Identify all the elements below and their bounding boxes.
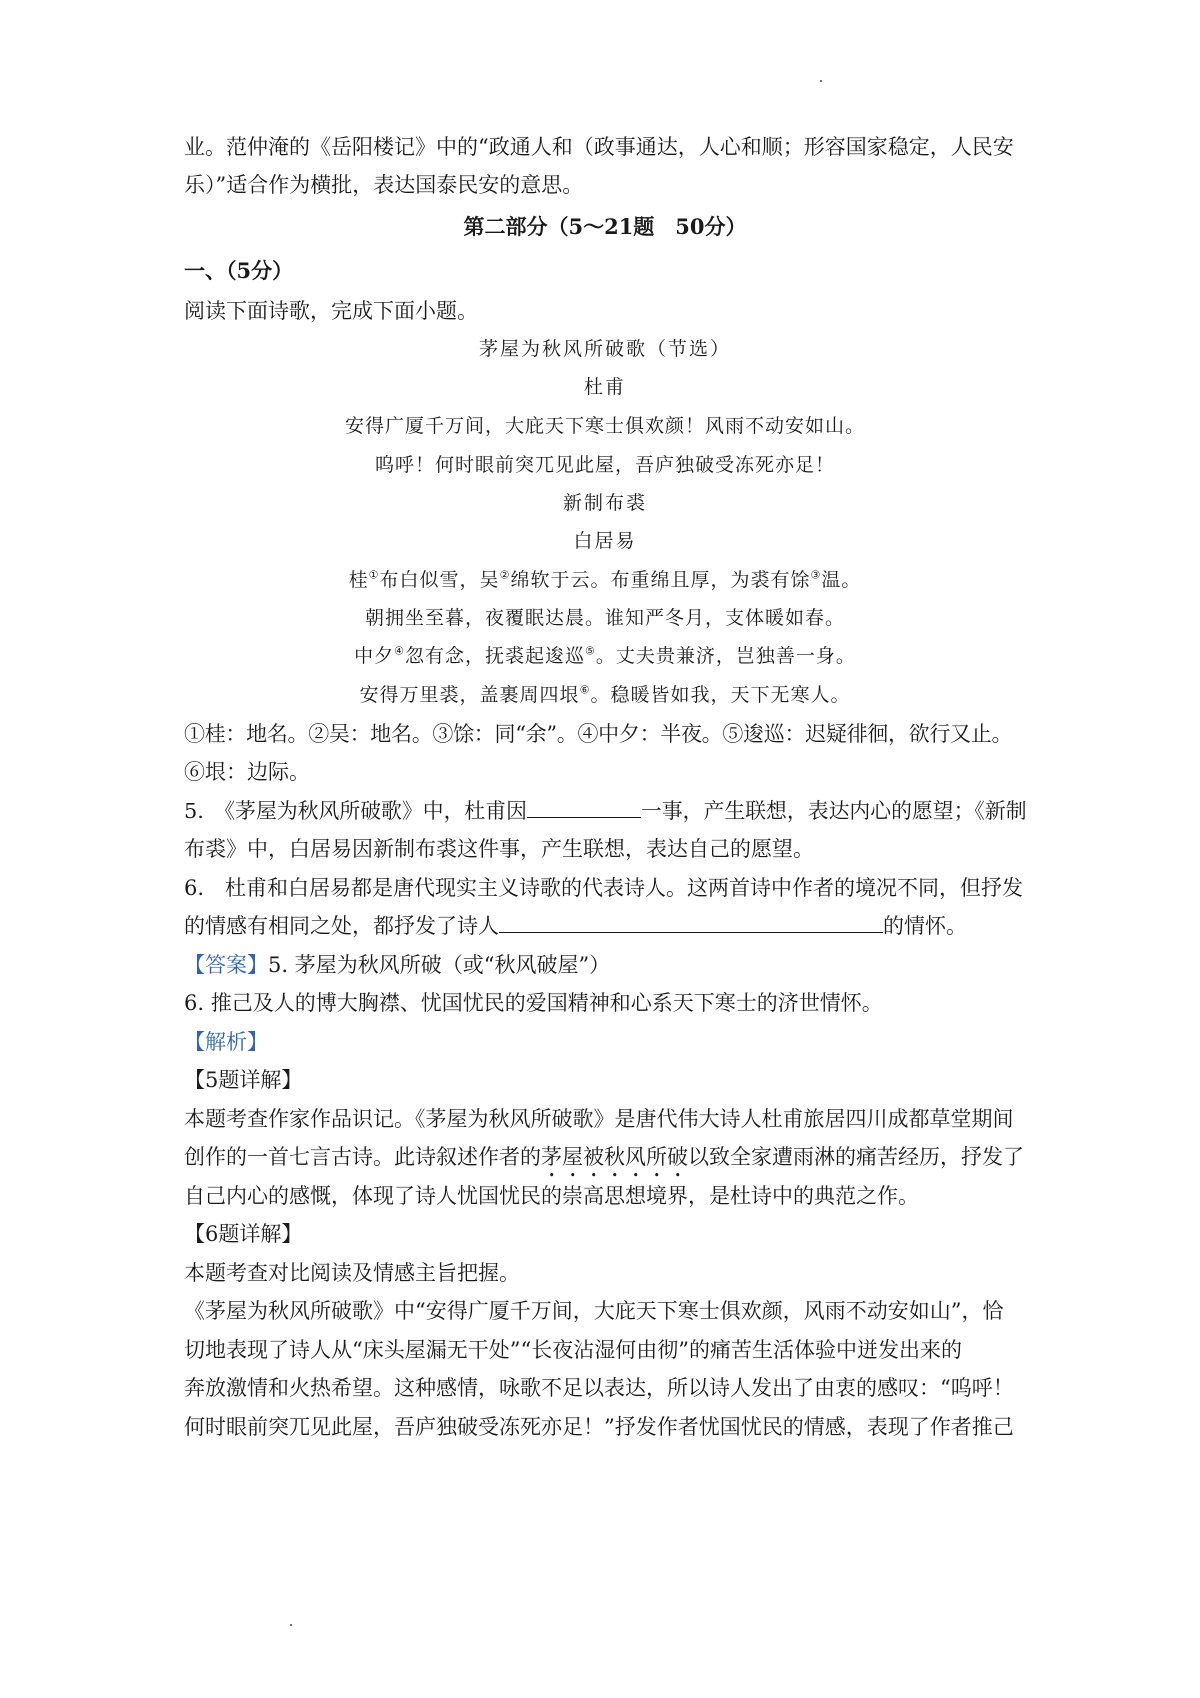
detail-6-line-1: 本题考查对比阅读及情感主旨把握。 [184, 1261, 520, 1285]
poem2-line-3-part-a: 中夕 [354, 645, 395, 667]
section-title: 一、（5分） [184, 258, 294, 283]
question-6-line-2 [184, 911, 967, 941]
poem2-title: 新制布裘 [562, 492, 647, 514]
question-5-line-2: 布裘》中，白居易因新制布裘这件事，产生联想，表达自己的愿望。 [184, 837, 814, 861]
footnote-ref-2: ② [499, 568, 511, 582]
detail-5-text-b: 以致全家遭雨淋的痛苦经历，抒发了 [688, 1145, 1024, 1169]
poem1-line-1: 安得广厦千万间，大庇天下寒士俱欢颜！风雨不动安如山。 [344, 415, 865, 437]
poem2-line-3 [184, 641, 1026, 671]
question-5-text-b: 一事，产生联想，表达内心的愿望；《新制 [640, 799, 1027, 823]
question-5-line-1 [184, 796, 1027, 826]
detail-5-line-1: 本题考查作家作品识记。《茅屋为秋风所破歌》是唐代伟大诗人杜甫旅居四川成都草堂期间 [184, 1107, 1014, 1131]
notes-line-2: ⑥垠：边际。 [184, 760, 310, 784]
footnote-ref-5: ⑤ [585, 644, 596, 658]
detail-5-label: 【5题详解】 [184, 1068, 303, 1092]
answer-6: 6. 推己及人的博大胸襟、忧国忧民的爱国精神和心系天下寒士的济世情怀。 [184, 991, 883, 1015]
poem2-line-1 [184, 565, 1026, 595]
poem2-line-2: 朝拥坐至暮，夜覆眠达晨。谁知严冬月，支体暖如春。 [364, 607, 845, 629]
poem1-title: 茅屋为秋风所破歌（节选） [478, 338, 731, 360]
poem2-line-4-part-a: 安得万里裘，盖裹周四垠 [359, 684, 580, 706]
poem2-line-1-part-c: 绵软于云。布重绵且厚，为裘有馀 [510, 569, 811, 591]
intro-line-1: 业。范仲淹的《岳阳楼记》中的“政通人和（政事通达，人心和顺；形容国家稳定，人民安 [184, 135, 1014, 159]
footnote-ref-6: ⑥ [579, 683, 591, 697]
part-title: 第二部分（5～21题 50分） [463, 214, 747, 239]
question-6-text-b: 的情感有相同之处，都抒发了诗人 [184, 914, 499, 938]
poem1-author: 杜甫 [583, 376, 626, 398]
answer-line-5 [184, 950, 610, 980]
detail-6-label: 【6题详解】 [184, 1222, 303, 1246]
instruction: 阅读下面诗歌，完成下面小题。 [184, 299, 478, 323]
poem2-line-1-part-b: 布白似雪，吴 [379, 569, 500, 591]
poem2-line-1-part-d: 温。 [821, 569, 862, 591]
detail-5-text-a: 创作的一首七言古诗。此诗叙述作者的 [184, 1145, 541, 1169]
analysis-label: 【解析】 [184, 1030, 268, 1054]
detail-6-line-2: 《茅屋为秋风所破歌》中“安得广厦千万间，大庇天下寒士俱欢颜，风雨不动安如山”，恰 [184, 1299, 1004, 1323]
detail-6-line-3: 切地表现了诗人从“床头屋漏无干处”“长夜沾湿何由彻”的痛苦生活体验中迸发出来的 [184, 1338, 962, 1362]
poem1-line-2: 呜呼！何时眼前突兀见此屋，吾庐独破受冻死亦足！ [374, 454, 835, 476]
footnote-ref-4: ④ [394, 644, 405, 658]
answer-5: 5. 茅屋为秋风所破（或“秋风破屋”） [268, 953, 611, 977]
scan-speck-bottom [290, 1624, 292, 1626]
poem2-line-1-part-a: 桂 [348, 569, 369, 591]
question-5-text-a: 5. 《茅屋为秋风所破歌》中，杜甫因 [184, 799, 527, 823]
detail-6-line-4: 奔放激情和火热希望。这种感情，咏歌不足以表达，所以诗人发出了由衷的感叹：“呜呼！ [184, 1376, 1014, 1400]
emphasized-phrase: 茅屋被秋风所破 [541, 1145, 688, 1169]
footnote-ref-1: ① [368, 568, 380, 582]
detail-5-line-2 [184, 1142, 1024, 1182]
question-5-blank[interactable] [527, 797, 641, 818]
question-6-text-c: 的情怀。 [883, 914, 967, 938]
answer-label: 【答案】 [184, 953, 268, 977]
poem2-line-4-part-b: 。稳暖皆如我，天下无寒人。 [590, 684, 851, 706]
scan-speck-top [820, 80, 822, 82]
poem2-line-3-part-c: 。丈夫贵兼济，岂独善一身。 [595, 645, 856, 667]
detail-6-line-5: 何时眼前突兀见此屋，吾庐独破受冻死亦足！”抒发作者忧国忧民的情感，表现了作者推己 [184, 1415, 1014, 1439]
footnote-ref-3: ③ [810, 568, 822, 582]
poem2-line-3-part-b: 忽有念，抚裘起逡巡 [404, 645, 585, 667]
notes-line-1: ①桂：地名。②吴：地名。③馀：同“余”。④中夕：半夜。⑤逡巡：迟疑徘徊，欲行又止。 [184, 722, 1013, 746]
question-6-line-1: 6. 杜甫和白居易都是唐代现实主义诗歌的代表诗人。这两首诗中作者的境况不同，但抒发 [184, 876, 1024, 900]
question-6-blank[interactable] [499, 912, 883, 933]
intro-line-2: 乐）”适合作为横批，表达国泰民安的意思。 [184, 173, 584, 197]
poem2-author: 白居易 [573, 530, 637, 552]
detail-5-line-3: 自己内心的感慨，体现了诗人忧国忧民的崇高思想境界，是杜诗中的典范之作。 [184, 1184, 919, 1208]
poem2-line-4 [184, 680, 1026, 710]
